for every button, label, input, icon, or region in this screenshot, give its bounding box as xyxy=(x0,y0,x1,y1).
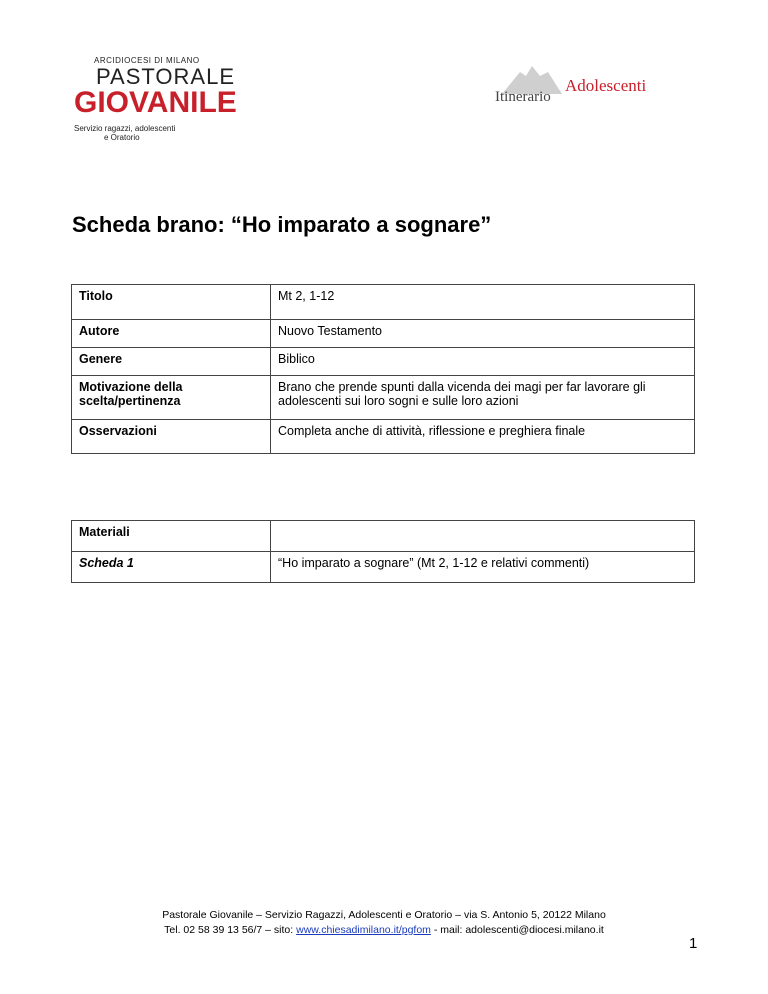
table-row xyxy=(72,348,695,376)
footer-line2 xyxy=(0,923,768,938)
row-label: Scheda 1 xyxy=(72,552,271,583)
logo-sub2-text: e Oratorio xyxy=(104,133,140,142)
row-value: Nuovo Testamento xyxy=(271,320,695,348)
row-label: Genere xyxy=(72,348,271,376)
row-label: Materiali xyxy=(72,521,271,552)
materials-table xyxy=(71,520,695,583)
info-table xyxy=(71,284,695,454)
page-number: 1 xyxy=(689,935,698,952)
row-value: Mt 2, 1-12 xyxy=(271,285,695,320)
pastorale-giovanile-logo xyxy=(66,52,236,144)
page-title: Scheda brano: “Ho imparato a sognare” xyxy=(72,212,492,237)
footer-contact-text: Tel. 02 58 39 13 56/7 – sito: xyxy=(164,924,297,936)
footer xyxy=(0,908,768,938)
row-label: Titolo xyxy=(72,285,271,320)
table-row xyxy=(72,420,695,454)
logo-mid-text: PASTORALE xyxy=(96,64,236,89)
logo-big-text: GIOVANILE xyxy=(74,86,237,119)
table-row xyxy=(72,521,695,552)
row-value: “Ho imparato a sognare” (Mt 2, 1-12 e relativi commenti) xyxy=(271,552,695,583)
row-value: Completa anche di attività, riflessione e preghiera finale xyxy=(271,420,695,454)
logo-itinerario-text: Itinerario xyxy=(495,89,551,105)
logo-top-text: ARCIDIOCESI DI MILANO xyxy=(94,56,200,65)
site-link[interactable]: www.chiesadimilano.it/pgfom xyxy=(296,924,431,936)
row-label: Osservazioni xyxy=(72,420,271,454)
itinerario-adolescenti-logo xyxy=(492,62,682,112)
logo-sub1-text: Servizio ragazzi, adolescenti xyxy=(74,124,176,133)
row-value xyxy=(271,521,695,552)
table-row xyxy=(72,376,695,420)
row-value: Brano che prende spunti dalla vicenda dei magi per far lavorare gli adolescenti sui loro sogni e sulle loro azioni xyxy=(271,376,695,420)
footer-mail-text: - mail: adolescenti@diocesi.milano.it xyxy=(430,924,604,936)
table-row xyxy=(72,285,695,320)
row-label: Autore xyxy=(72,320,271,348)
table-row xyxy=(72,320,695,348)
footer-line1: Pastorale Giovanile – Servizio Ragazzi, Adolescenti e Oratorio – via S. Antonio 5, 20122 Milano xyxy=(162,909,606,921)
row-label: Motivazione della scelta/pertinenza xyxy=(72,376,271,420)
logo-adolescenti-text: Adolescenti xyxy=(565,76,647,95)
table-row xyxy=(72,552,695,583)
row-value: Biblico xyxy=(271,348,695,376)
